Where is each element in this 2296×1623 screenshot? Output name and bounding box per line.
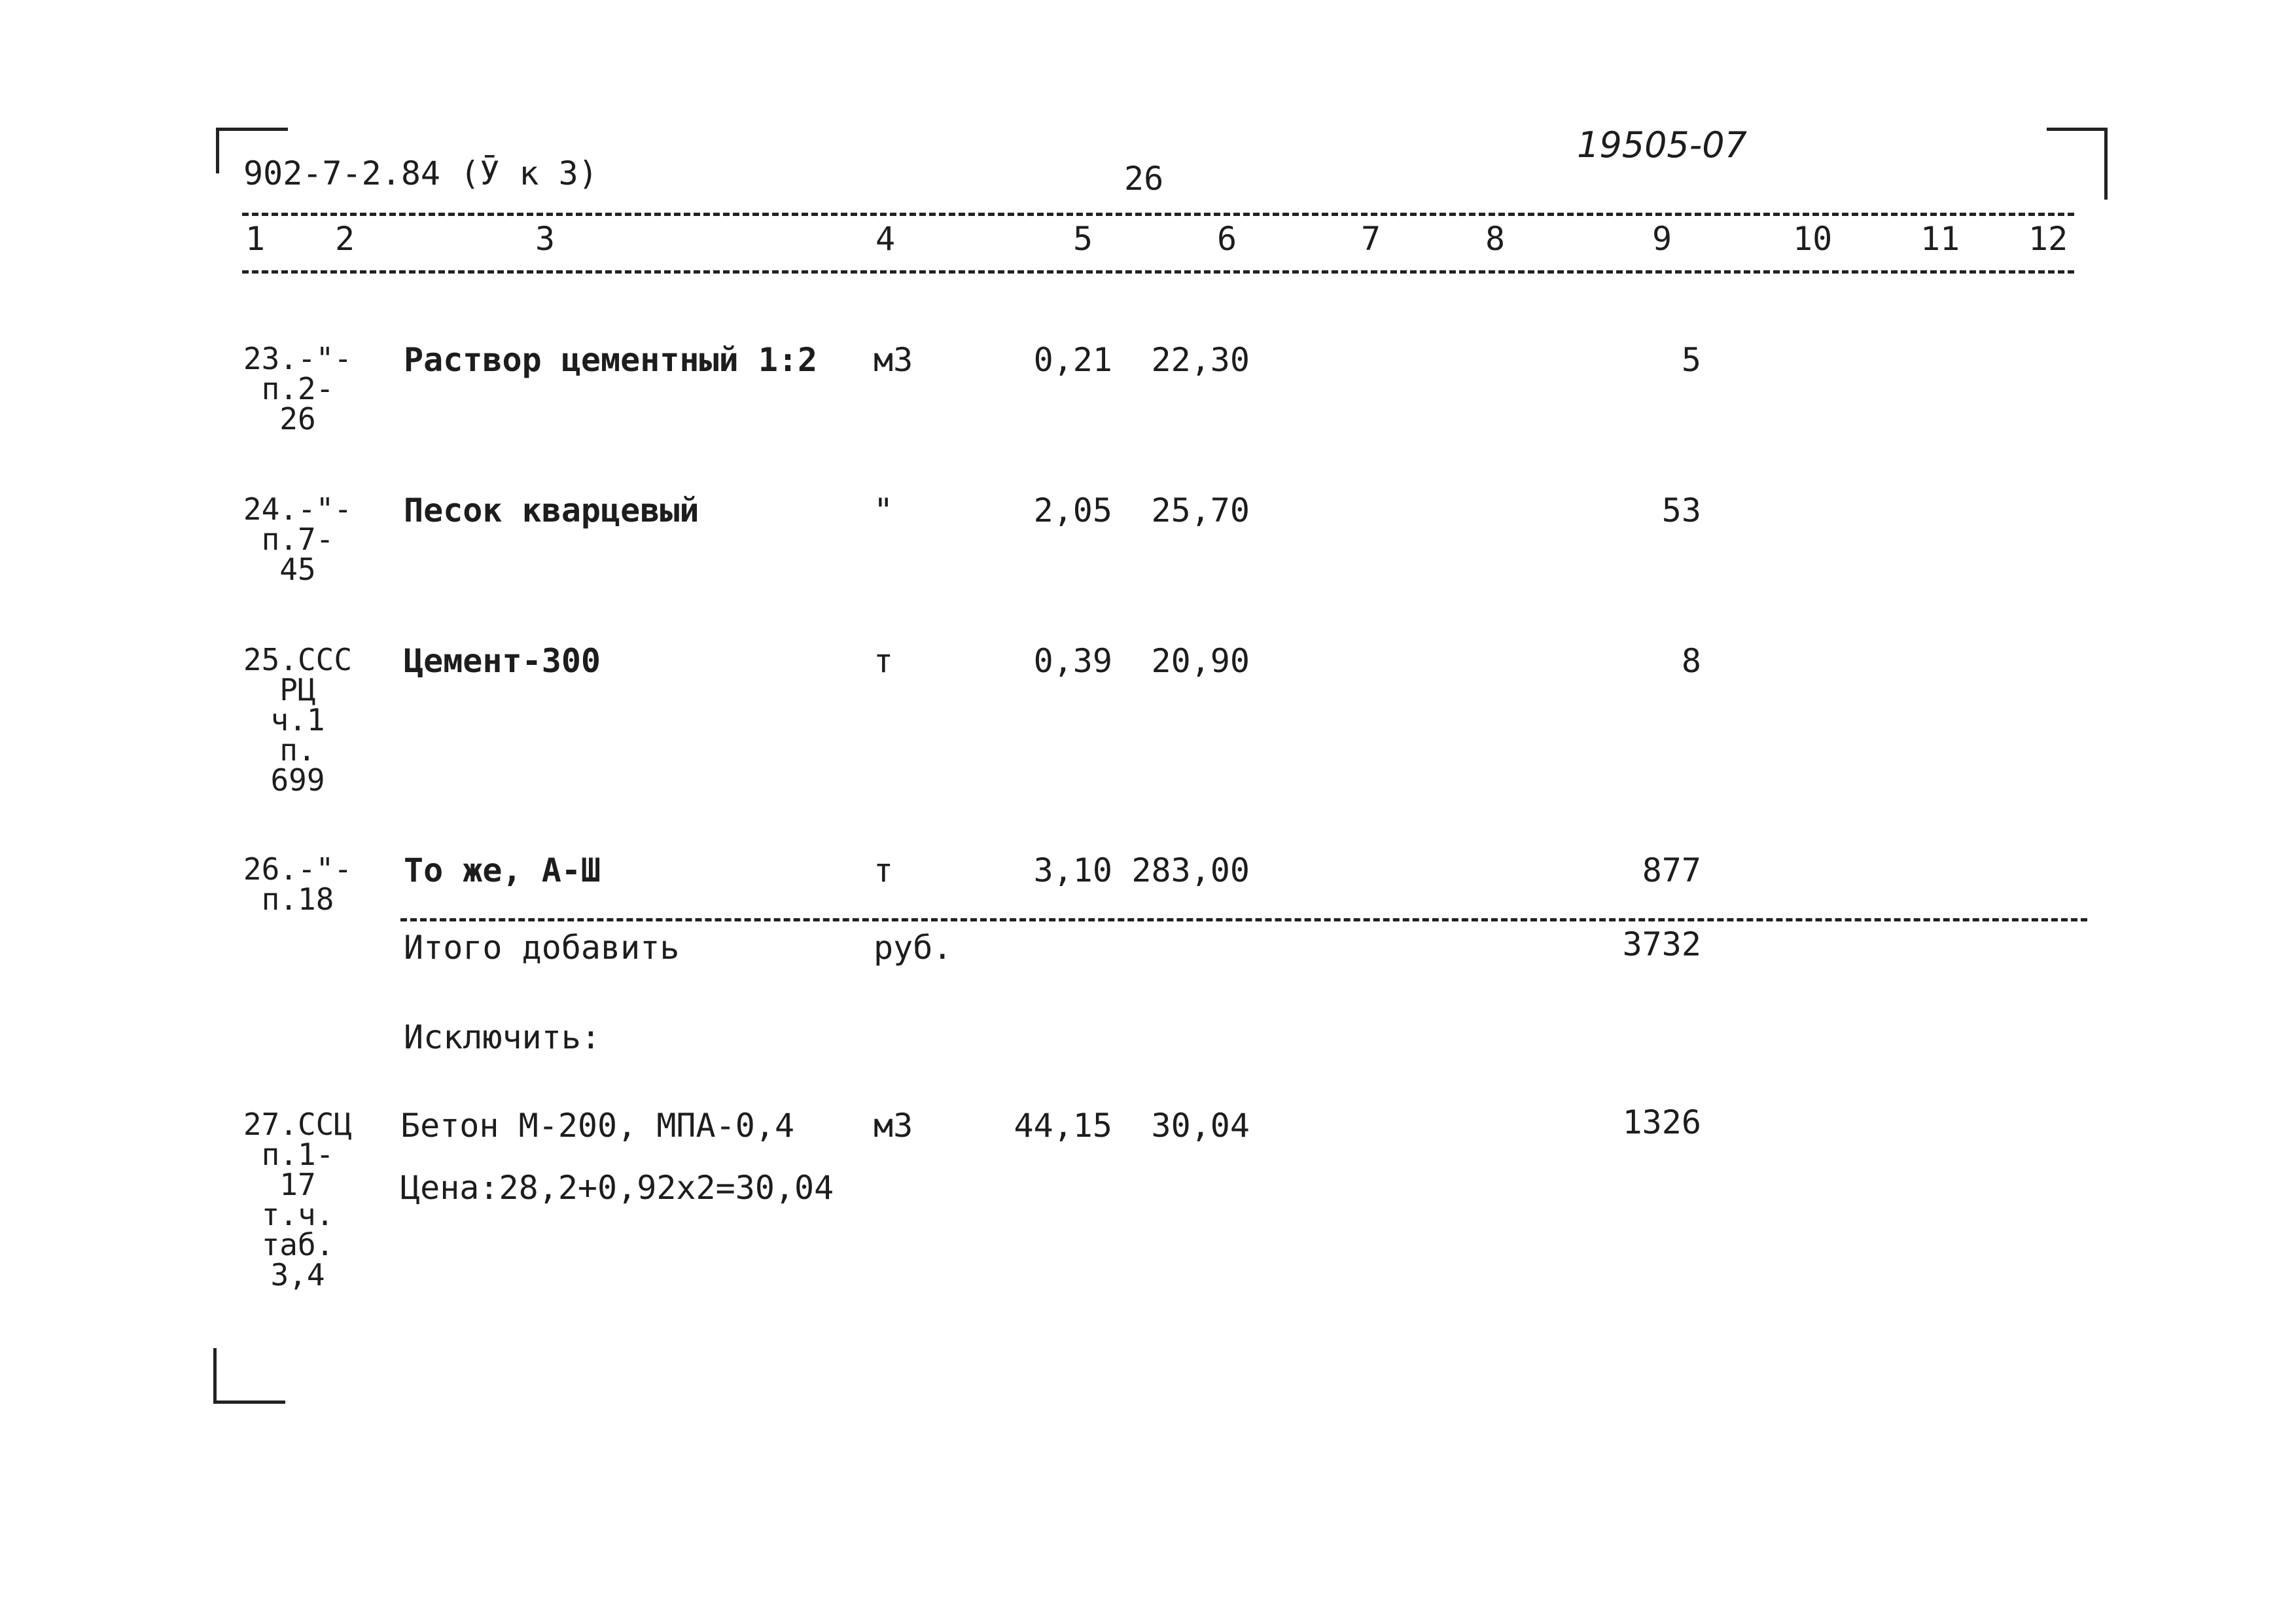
row-reference: 24.-"- п.7- 45 bbox=[243, 491, 353, 587]
column-number-11: 11 bbox=[1920, 220, 1960, 258]
column-number-10: 10 bbox=[1793, 220, 1833, 258]
column-number-8: 8 bbox=[1485, 220, 1506, 258]
header-top-rule bbox=[242, 213, 2074, 216]
item-name: Бетон М-200, МПА-0,4 bbox=[400, 1107, 795, 1145]
bottom-left-corner-mark bbox=[213, 1348, 285, 1404]
item-unit: м3 bbox=[874, 1107, 913, 1145]
column-number-4: 4 bbox=[875, 220, 896, 258]
item-unit-price: 20,90 bbox=[1151, 642, 1250, 680]
item-quantity: 3,10 bbox=[1033, 851, 1112, 889]
subtotal-rule bbox=[400, 918, 2087, 921]
item-name: Песок кварцевый bbox=[404, 491, 699, 529]
item-quantity: 0,39 bbox=[1033, 642, 1112, 680]
item-total: 53 bbox=[1661, 491, 1701, 529]
item-quantity: 44,15 bbox=[1014, 1107, 1112, 1145]
price-note: Цена:28,2+0,92x2=30,04 bbox=[400, 1169, 834, 1207]
column-number-6: 6 bbox=[1217, 220, 1237, 258]
item-unit: т bbox=[874, 642, 894, 680]
stamp-number: 19505-07 bbox=[1577, 124, 1747, 166]
item-unit: м3 bbox=[874, 341, 913, 379]
top-right-corner-mark bbox=[2047, 128, 2108, 200]
page-number: 26 bbox=[1124, 160, 1164, 198]
column-number-12: 12 bbox=[2028, 220, 2068, 258]
header-bottom-rule bbox=[242, 270, 2074, 274]
row-reference: 27.ССЦ п.1- 17 т.ч. таб. 3,4 bbox=[243, 1107, 353, 1293]
item-name: Цемент-300 bbox=[404, 642, 601, 680]
document-code: 902-7-2.84 (Ӯ к 3) bbox=[243, 154, 598, 192]
item-unit-price: 283,00 bbox=[1131, 851, 1250, 889]
item-total: 5 bbox=[1681, 341, 1701, 379]
item-name: Раствор цементный 1:2 bbox=[404, 341, 818, 379]
column-number-5: 5 bbox=[1073, 220, 1093, 258]
row-reference: 23.-"- п.2- 26 bbox=[243, 341, 353, 437]
column-number-9: 9 bbox=[1652, 220, 1672, 258]
item-total: 8 bbox=[1681, 642, 1701, 680]
item-quantity: 2,05 bbox=[1033, 491, 1112, 529]
column-number-2: 2 bbox=[335, 220, 355, 258]
row-reference: 26.-"- п.18 bbox=[243, 851, 353, 917]
item-total: 877 bbox=[1642, 851, 1701, 889]
column-number-1: 1 bbox=[245, 220, 266, 258]
column-number-3: 3 bbox=[535, 220, 556, 258]
row-reference: 25.ССС РЦ ч.1 п. 699 bbox=[243, 642, 353, 798]
exclude-label: Исключить: bbox=[404, 1018, 601, 1056]
item-unit: т bbox=[874, 851, 894, 889]
item-unit-price: 30,04 bbox=[1151, 1107, 1250, 1145]
item-unit-price: 22,30 bbox=[1151, 341, 1250, 379]
item-unit: " bbox=[874, 491, 894, 529]
item-unit-price: 25,70 bbox=[1151, 491, 1250, 529]
item-name: То же, А-Ш bbox=[404, 851, 601, 889]
item-total: 1326 bbox=[1622, 1103, 1701, 1141]
item-quantity: 0,21 bbox=[1033, 341, 1112, 379]
subtotal-label: Итого добавить bbox=[404, 929, 680, 967]
subtotal-unit: руб. bbox=[874, 929, 953, 967]
subtotal-total: 3732 bbox=[1622, 925, 1701, 963]
column-number-7: 7 bbox=[1361, 220, 1381, 258]
